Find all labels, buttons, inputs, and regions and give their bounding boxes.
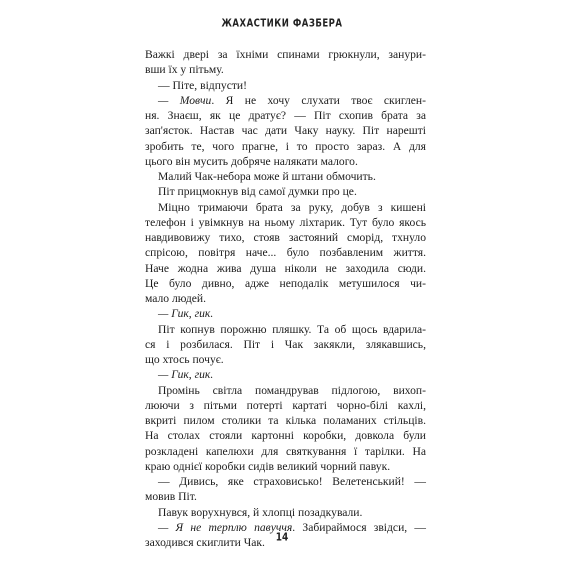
text-run: Міцно тримаючи брата за руку, добув з кишені (158, 200, 426, 214)
text-line (145, 47, 426, 62)
italic-text: — Я не терплю павуччя (158, 520, 293, 534)
text-line (145, 245, 426, 260)
text-run: навдивовижу тихо, стояв застояний сморід, тхнуло (145, 231, 426, 244)
text-line (145, 108, 426, 123)
text-line (145, 200, 426, 215)
text-run: мовив Піт. (145, 490, 197, 504)
text-run: Піт копнув порожню пляшку. Та об щось вдарила- (158, 322, 426, 336)
running-head: ЖАХАСТИКИ ФАЗБЕРА (221, 17, 343, 31)
text-line (145, 489, 426, 504)
text-run: краю однієї коробки сидів великий чорний павук. (145, 459, 391, 473)
text-run: На столах стояли картонні коробки, довкола були (145, 429, 426, 443)
body-text (145, 47, 426, 550)
text-line (145, 78, 426, 93)
text-run: вкриті пилом столики та кілька поламаних стільців. (145, 414, 426, 427)
text-line (145, 383, 426, 398)
text-run: ся і розбилася. Піт і Чак закякли, злякавшись, (145, 337, 426, 351)
text-line (145, 428, 426, 443)
text-line (145, 169, 426, 184)
text-run: Наче жодна жива душа ніколи не заходила сюди. (145, 261, 426, 275)
text-line (145, 398, 426, 413)
text-run: вши їх у пітьму. (145, 63, 224, 77)
text-run: зап'ясток. Настав час дати Чаку науку. Піт нарешті (145, 124, 426, 138)
text-run: . Забираймося звідси, — (292, 520, 426, 534)
text-line (145, 474, 426, 489)
text-run: — Дивись, яке страховисько! Велетенський! — (158, 475, 426, 488)
text-line (145, 154, 426, 169)
text-line (145, 276, 426, 291)
text-line (145, 62, 426, 77)
text-run: — Піте, відпусти! (158, 78, 247, 92)
text-line (145, 261, 426, 276)
text-run: цього він мусить добряче налякати малого. (145, 154, 358, 168)
text-line (145, 367, 426, 382)
text-run: Важкі двері за їхніми спинами грюкнули, занури- (145, 48, 426, 61)
text-line (145, 184, 426, 199)
text-run: розкладені капелюхи для святкування ї тарілки. На (145, 444, 426, 458)
text-run: Це було дивно, адже неподалік метушилося чи- (145, 276, 426, 290)
text-run: люючи з пітьми потерті картаті чорно-білі кахлі, (145, 398, 426, 412)
text-line (145, 215, 426, 230)
italic-text: — Гик, гик. (158, 307, 214, 321)
text-line (145, 337, 426, 352)
text-line (145, 230, 426, 245)
text-line (145, 505, 426, 520)
text-line (145, 291, 426, 306)
text-run: мало людей. (145, 292, 206, 305)
italic-text: — Гик, гик. (158, 368, 214, 382)
text-line (145, 93, 426, 108)
text-run: Малий Чак-небора може й штани обмочить. (158, 170, 376, 183)
text-run: спрісою, повітря наче... було позбавленим життя. (145, 246, 426, 260)
text-line (145, 352, 426, 367)
page-number: 14 (275, 532, 289, 544)
text-run: ня. Знаєш, як це дратує? — Піт схопив брата за (145, 109, 426, 122)
italic-text: — (158, 93, 180, 107)
text-line (145, 139, 426, 154)
text-run: . Я не хочу слухати твоє скиглен- (211, 93, 426, 107)
italic-text: Мовчи (179, 93, 212, 107)
text-run: Промінь світла помандрував підлогою, вихоп- (158, 383, 426, 397)
text-run: телефон і увімкнув на ньому ліхтарик. Тут було якось (145, 215, 426, 229)
text-line (145, 123, 426, 138)
text-run: заходився скиглити Чак. (145, 536, 265, 549)
text-line (145, 322, 426, 337)
text-run: зробить те, чого прагне, і то просто зараз. А для (145, 139, 426, 153)
text-run: що хтось почує. (145, 353, 224, 366)
text-line (145, 413, 426, 428)
text-run: Піт прицмокнув від самої думки про це. (158, 185, 357, 199)
text-line (145, 306, 426, 321)
text-line (145, 444, 426, 459)
text-line (145, 459, 426, 474)
text-run: Павук ворухнувся, й хлопці позадкували. (158, 505, 363, 519)
